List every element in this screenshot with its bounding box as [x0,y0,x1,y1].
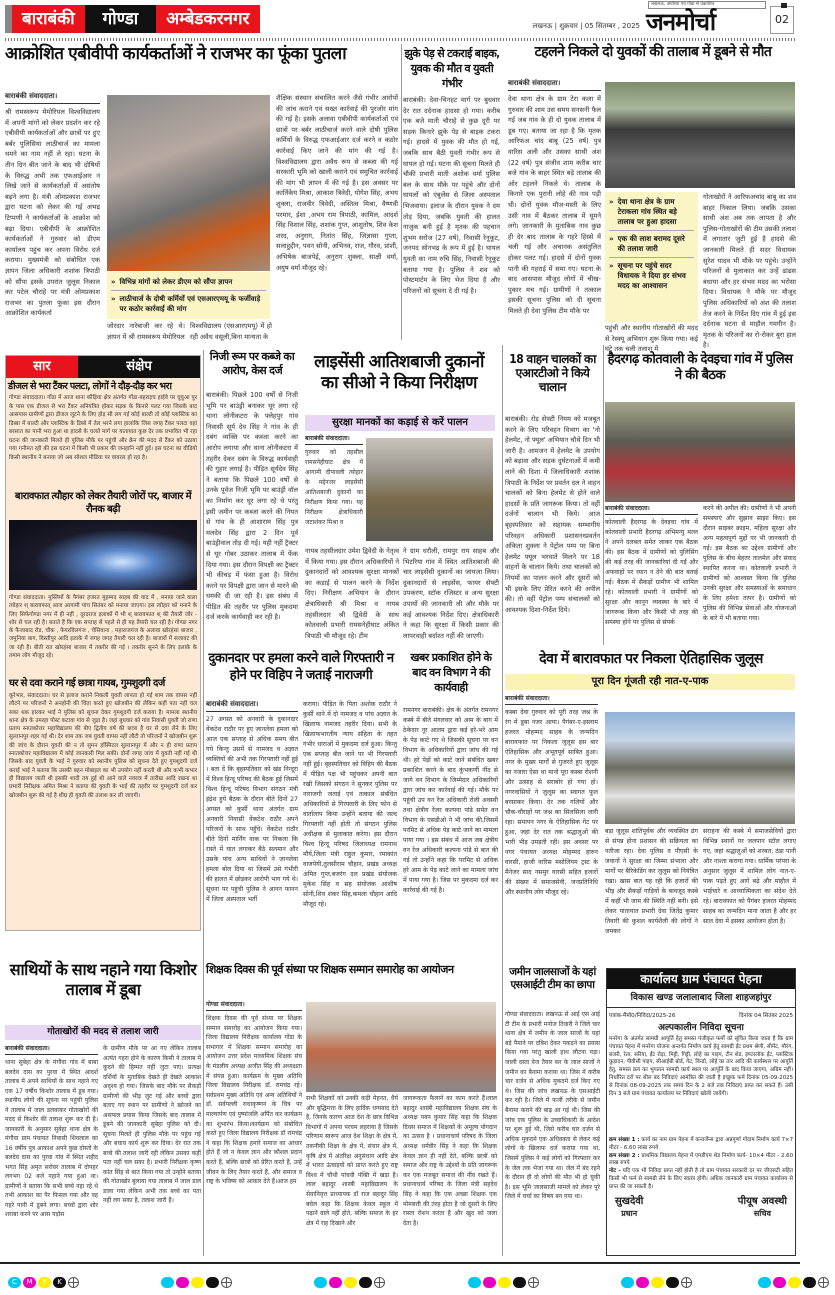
registration-mark-icon [681,1277,692,1288]
masthead-logo: जनमोर्चा [646,8,716,36]
callout-abvp [107,272,270,319]
article-body: नायब तहसीलदार उमेश द्विवेदी के नेतृत्व में किया गया। इस दौरान अधिकारियों ने दुकानदारों को आवश्यक सुरक्षा मानकों का कड़ाई से पालन करने के निर्देश दिए। निरीक्षण अभियान के दौरान क्षेत्राधिकारी श्री मिश्रा व नायब तहसीलदार श्री द्विवेदी के साथ कोतवाली प्रभारी रामसनेहीघाट अंकित त्रिपाठी भी मौजूद रहे। टीम [305,547,399,640]
callout-item: » सूचना पर पहुंचे सदर विधायक ने दिया हर संभव मदद का आश्वासन [609,261,686,290]
headline-sit: जमीन जालसाजों के यहां एसआईटी टीम का छापा [509,966,596,991]
registration-mark-icon [528,1277,539,1288]
article-body: विश्वविद्यालय (एसआरएमयू) में हो रही अवैध वसूली,बिना मान्यता के [190,322,272,341]
article-pond [508,79,601,342]
photo-procession-trucks [605,712,795,824]
photo-police-meeting [605,402,795,502]
article-body: सभी शिक्षकों को उनकी कड़ी मेहनत, धैर्य और बुद्धिमत्ता के लिए हार्दिक धन्यवाद देते हैं, जिनके कारण आज देश के छात्र विभिन्न विभागों में अपना परचम लहराया है जिसके परिणाम स्वरूप आज देश शिक्षा के क्षेत्र में, तकनीकी शिक्षा के क्षेत्र में, संचार क्षेत्र में, कृषि क्षेत्र में अंतरिक्ष अनुसंधान आदि क्षेत्र में भारत ऊंचाइयों को प्राप्त करते हुए राष्ट्र विश्व में चौथी पांचवी पंक्ति में खड़ा है। लाल बहादुर शास्त्री महाविद्यालय के सेवानिवृत्त प्राध्यापक डॉ राज बहादुर सिंह बघेल कहा कि शिक्षक केवल स्कूल में पढ़ाने वाले नहीं होते, बल्कि समाज के हर क्षेत्र में राह दिखाने और [306,1095,398,1227]
header-divider [5,38,795,41]
tender-heading: अल्पकालीन निविदा सूचना [658,1023,744,1033]
tender-note: नोट - यदि एक भी निविदा प्राप्त नहीं होती है तो ग्राम पंचायत सरकारी दर पर जीएसटी सहित किसी भी फर्म से सामग्री लेने के लिए स्वतंत्र होगी। अधिक जानकारी ग्राम पंचायत कार्यालय से प्राप्त की जा सकती है। [609,1168,793,1190]
photo-crowd-at-pond [605,82,795,188]
tender-notice [606,968,796,1256]
article-body: बाराबंकी। पिछले 100 वर्षों से निजी भूमि पर बाउंड्री बनाकर घूर लगा रहे थाना लोनीकटरा के फ्लेहपुर गांव निवासी सूर्य देव सिंह ने गांव के ही दबंग व्यक्ति पर कब्जा करने का आरोप लगाया और थाना लोनीकटरा में तहरीर देकर दबंग के विरुद्ध कार्यवाही की गुहार लगाई है। पीड़ित सूर्यदेव सिंह ने बताया कि पिछले 100 वर्षों से उनके पूर्वज निजी भूमि पर बाउंड्री वॉल का निर्माण कर घूर लगा रहे थे परंतु इसी जमीन पर कब्जा करने की नियत से गांव के ही आशाराम सिंह पुत्र मलदेव सिंह द्वारा 2 दिन पूर्व बाउंड्रीवाल तोड़ दी गई। यही नहीं ट्रैक्टर से घूर गोबर उठाकर तालाब में फेंक दिया गया। इस दौरान विपक्षी का ट्रैक्टर भी कीचड़ में फंसा हुआ है। विरोध करने पर विपक्षी द्वारा जान से मारने की धमकी दी जा रही है। इस संबंध में पीड़ित की तहरीर पर पुलिस मुकदमा दर्ज करके कार्यवाही कर रही है। [206,391,298,622]
article-body: जोरदार नारेबाजी कर रहे थे।ज्ञापन में श्री रामस्वरूप मेमोरियल [107,322,185,341]
byline: बाराबंकी संवाददाता। [206,700,298,712]
section-tab-barabanki[interactable]: बाराबंकी [12,5,85,33]
headline-forest: खबर प्रकाशित होने के बाद वन विभाग ने की कार्यवाही [410,651,492,694]
byline: बाराबंकी संवाददाता। [605,504,698,515]
magenta-swatch [636,1277,649,1288]
headline-procession: देवा में बारावफात पर निकला ऐतिहासिक जुलूस [539,651,763,667]
headline-land: निजी रूम पर कब्जे का आरोप, केस दर्ज [209,350,295,377]
tender-subtitle: विकास खण्ड जलालाबाद जिला शाहजहांपुर [607,989,795,1008]
double-chevron-right-icon: » [111,295,116,303]
callout-item: » एक की लाश बरामद दूसरे की तलाश जारी [609,231,694,258]
article-body: के ग्रामीण मौके पर आ गए लेकिन तालाब अत्यंत गहरा होने के कारण किसी ने तालाब में कूदने की हिम्मत नहीं जुटा पाए। प्रत्यक्ष दर्शियों के मुताबिक देखते ही देखते आकाश अदृश्य हो गया। जिसके बाद मौके पर सैकड़ों ग्रामीणों की भीड़ जुट गई और बच्चों द्वारा बताए गए स्थान पर ग्रामीणों ने खोजने का असफल प्रयास किया जिसके बाद तालाब में डूबने की जानकारी सुबेहा पुलिस को दी। सूचना मिलते ही पुलिस मौके पर पहुंच गई और बचाव कार्य शुरू कर दिया। देर रात तक बच्चे की तलाश जारी रही लेकिन उसका कहीं पता नहीं चल सका है। प्रभारी निरीक्षक कृष्ण कांत सिंह से बात किया गया तो उन्होंने बताया की गोताखोर बुलाया गया तालाब में जाल डाल डाला गया लेकिन अभी तक बच्चे का पता नहीं लग सका है, तलाश जारी है। [103,1045,201,1204]
headline-teacher: शिक्षक दिवस की पूर्व संध्या पर शिक्षक सम्मान समारोह का आयोजन [206,963,454,976]
color-registration-bar [0,1262,800,1295]
headline-meeting: हैदरगढ़ कोतवाली के देवइचा गांव में पुलिस ने की बैठक [607,352,793,383]
column-rule [203,350,204,1256]
cyan-swatch [314,1277,327,1288]
article-body: गोण्डा संवाददाता। लखनऊ से आई एस आई टी टीम के प्रभारी मनोज तिवारी ने जिले चार थाना क्षेत्र में जमीन के जाल साजों के यहां बड़े पैमाने पर दबिश देकर पकड़ने का प्रयास किया गया परंतु खाली हाथ लौटना पड़ा। जाली दस्ता वेज तैयार कर के जाल साजों ने जमीन का बैनामा कराया था। जिस में करीब चार दर्जन से अधिक मुकदमे दर्ज किए गए थे। जिस की जांच लखनऊ के एसआईटी कर रही है। जिले में फर्जी तरीके से जमीन बैनामा कराने की बाढ़ आ गई थी। जिस की जांच एक पुलिस के उच्चाधिकारी के आदेश पर शुरू हुई थी, जिसे करीब चार दर्जन से अधिक मुकदमे एक अधिवक्ता से लेकर कई लोगों के खिलाफ दर्ज कराया गया था, जिसमें पुलिस ने कई लोगों को गिरफ्तार कर के जेल तक भेजा गया था। जेल में बंद रहने के दौरान ही दो लोगों की मौत भी हो चुकी है। इस भूमि जालसाजी मामले को लेकर पूरे जिले में चर्चा का विषय बन गया था। [505,1011,600,1201]
double-chevron-right-icon: » [609,234,614,243]
article-body: बड़ा जुलूस शांतिपूर्वक और व्यवस्थित ढंग से संपन्न होना प्रशासन की सक्रियता का नतीजा रहा। देवा पुलिस व पीएसी के जवानों ने सुरक्षा का जिम्मा संभाला और मार्गों पर बैरिकेडिंग कर जुलूस को नियंत्रित रखा। खास बात यह रही कि हजारों की भीड़ और सैकड़ों गाड़ियों के बावजूद कस्बे में कहीं भी जाम की स्थिति नहीं बनी। इसे लेकर यातायात प्रभारी देवा जितेंद्र कुमार तिवारी की कुशल कार्यशैली की लोगों ने जमकर [605,828,698,935]
tab-edge [5,5,12,33]
byline: बाराबंकी संवाददाता। [5,92,100,104]
cyan-swatch: C [8,1277,21,1288]
article-drowning [5,1044,98,1258]
cyan-swatch [161,1277,174,1288]
article-body: करने की अपील की। ग्रामीणों ने भी अपनी समस्याएं और सुझाव साझा किए। इस दौरान साइबर क्राइम, महिला सुरक्षा और अन्य महत्वपूर्ण मुद्दों पर भी जानकारी दी गई। इस बैठक का उद्देश्य ग्रामीणों और पुलिस के बीच बेहतर तालमेल और संवाद स्थापित करना था। कोतवाली प्रभारी ने ग्रामीणों को आश्वस्त किया कि पुलिस उनकी सुरक्षा और समस्याओं के समाधान के लिए हमेशा तत्पर है। ग्रामीणों को पुलिस की विभिन्न सेवाओं और योजनाओं के बारे में भी बताया गया। [703,505,796,622]
sar-sankshep-box [5,355,201,931]
subheadline-fireworks: सुरक्षा मानकों का कड़ाई से करें पालन [305,415,495,431]
article-body: कस्बा देवा गुरुवार को पूरी तरह जश्न के रंग में डूबा नजर आया। पैगंबर-ए-इस्लाम हजरत मोहम्मद साहब के जन्मदिन बारावफात पर निकला जुलूस इस बार ऐतिहासिक और अभूतपूर्व साबित हुआ। नगर के मुख्य मार्गों से गुजरते हुए जुलूस का नजारा ऐसा था मानो पूरा कस्बा रोशनी और उत्साह से सराबोर हो गया हो। नगरवासियों ने जुलूस का स्वागत फूल बरसाकर किया। देर तक गलियों और चौक-चौराहों पर जश्न का सिलसिला जारी रहा। समापन नगर के ऐतिहासिक गेट पर हुआ, जहां देर रात तक श्रद्धालुओं की भारी भीड़ उमड़ती रही। इस अवसर पर नगर पंचायत अध्यक्ष मोहम्मद हारुन वारसी, हाजी वारिस मसोलियम ट्रस्ट के मैनेजर साद नसमुर वारसी सहित हजारों की संख्या में समाजसेवी, जनप्रतिनिधि और स्थानीय लोग मौजूद रहे। [505,709,598,896]
black-swatch [803,1277,816,1288]
page-number: 02 [775,13,789,26]
subheadline-procession: पूरा दिन गूंजती रही नात-ए-पाक [505,674,795,690]
photo-teacher-felicitation [306,1002,496,1092]
article-body: रामनगर बाराबंकी। क्षेत्र के अंतर्गत रामनगर कस्बे में बीते मंगलवार को आम के बाग में ठेकेदार नूर आलम द्वारा कई हरे-भरे आम के पेड़ काटे गए थे जिसकी सूचना पर वन विभाग के अधिकारियों द्वारा जांच की गई थी। हरे पेड़ों को काटे जाने संबंधित खबर प्रकाशित करने के बाद कुंभकर्णी नींद से जागे वन विभाग के जिम्मेदार अधिकारियों द्वारा जांच कर कार्रवाई की गई। मौके पर पहुंची उप वन रेंज अधिकारी रोली अवस्थी तथा क्षेत्रीय रेंजर कल्पना पांडे समेत वन विभाग के एसडीओ ने भी जांच की,जिसमें परमिट से अधिक पेड़ काटे जाने का मामला पाया गया । इस संबंध में आज जब क्षेत्रीय वन रेंज अधिकारी कल्पना पांडे से बात की गई तो उन्होंने कहा कि परमिट से अधिक हरे आम के पेड़ काटे जाने का मामला जांच में पाया गया है। जिस पर मुकदमा दर्ज कर कार्रवाई की गई है। [403,707,498,894]
article-body: 27 अगस्त को अनवारी के दुकानदार वेंकटेश राठौर पर हुए जानलेवा हमला को आज एक सप्ताह से अधिक समय बीत गये किन्तु उसमें से नामजद व अज्ञात व्यक्तियों की अभी तक गिरफ्तारी नहीं हुई । बता दें कि बृहस्पतिवार को खंड निन्दूरा में विश्व हिन्दू परिषद की बैठक हुई जिसमें विश्व हिन्दू परिषद विभाग संगठन मंत्री इंद्रेश हुये बैठक के दौरान बीते दिनों 27 अगस्त को कुर्सी थाना अंतर्गत ग्राम अनवारी निवासी वेंकटेश राठौर अपने परिजनों के साथ पहुँचे। वेंकटेश राठौर बीते दिनों मार्निंग वाक पर निकला कि रास्ते में घात लगाकर बैठे सलमान और उसके पांच अन्य साथियों ने जानलेवा हमला बोल दिया था जिसमें उसे गंभीरी की हालत में छोड़कर आरोपी भाग गये थे। सूचना पर पहुंची पुलिस ने आनन फानन में जिला अस्पताल भर्ती [206,716,298,903]
headline-challan: 18 वाहन चालकों का एआरटीओ ने किये चालान [509,352,596,394]
article-body: गुरुवार को तहसील रामसनेहीघाट क्षेत्र में आगामी दीपावली त्योहार के मद्देनजर लाइसेंसी आतिशबाजी दुकानों का निरीक्षण किया गया। यह निरीक्षण क्षेत्राधिकारी जटाशंकर मिश्रा व [305,449,363,526]
photo-decorated-lights [9,520,197,590]
registration-mark-icon [68,1277,79,1288]
cyan-swatch [758,1277,771,1288]
callout-item: » विभिन्न मांगों को लेकर डीएम को सौंपा ज्ञापन [111,274,266,291]
article-body: शिक्षक दिवस की पूर्व संध्या पर शिक्षक सम्मान समारोह का आयोजन किया गया। जिला विद्यालय निरीक्षक कार्यालय गोंडा के सभागार में शिक्षक सम्मान समारोह का आयोजन उत्तर प्रदेश माध्यमिक शिक्षक संघ के मंडलीय अध्यक्ष अजीत सिंह की अध्यक्षता में संपन्न हुआ। कार्यक्रम के मुख्य अतिथि जिला विद्यालय निरीक्षक डॉ. रामचंद्र रहे। सर्वप्रथम मुख्य अतिथि एवं अन्य अतिथियों ने डॉ. सर्वपल्ली राधाकृष्णन के चित्र पर माल्यार्पण एवं पुष्पांजलि अर्पित कर कार्यक्रम का शुभारंभ किया।कार्यक्रम को संबोधित करते हुए जिला विद्यालय निरीक्षक डॉ रामचंद्र ने कहा कि शिक्षक हमारे समाज का आधार होते हैं जो न केवल ज्ञान और कौशल प्रदान करते हैं, बल्कि छात्रों को प्रेरित करते हैं, उन्हें जीवन के लिए तैयार करते हैं, और समाज व राष्ट्र के भविष्य को आकार देते हैं।आज हम [206,1015,302,1186]
article-abvp [5,92,100,339]
sankshep-label: संक्षेप [78,356,200,378]
article-body: देवा थाना क्षेत्र के ग्राम टेरा कला में गुरुवार की शाम उस समय सनसनी फैल गई जब गांव के ही दो युवक तालाब में डूब गए। बताया जा रहा है कि मृतक आरिफअ चांद बाबू (25 वर्ष) पुत्र वारिस अली और उसका साथी अंश (22 वर्ष) पुत्र संजीव शाम करीब चार बजे गांव के बाहर स्थित बड़े तालाब की ओर टहलने निकले थे। तालाब के किनारे एक पुरानी लोहे की नाव पड़ी थी। दोनों युवक मौज-मस्ती के लिए उसी नाव में बैठकर तालाब में घूमने लगे। जानकारी के मुताबिक नाव कुछ ही देर बाद तालाब के गहरे हिस्से में चली गई और अचानक असंतुलित होकर पलट गई। हादसे में दोनों युवक पानी की गहराई में समा गए। घटना के बाद आसपास मौजूद लोगों में चीख-पुकार मच गई। ग्रामीणों ने तत्काल इसकी सूचना पुलिस को दी सूचना मिलते ही देवा पुलिस टीम मौके पर [508,95,601,315]
headline-abvp: आक्रोशित एबीवीपी कार्यकर्ताओं ने राजभर का फूंका पुतला [5,44,347,64]
article-body: गोण्डा संवाददाता। गोंडा में आज थाना कौड़िया क्षेत्र अंतर्गत गोंडा-बहराइच हाईवे पर घुघुआ पुर के पास एक डीजल से भरा टैंकर अनियंत्रित होकर सड़क के किनारे पलट गया जिसके बाद आसपास ग्रामीणों द्वारा डीजल लूटने के लिए होड़ सी लग गई कोई बाल्टी तो कोई प्लास्टिक का डिब्बा में बाल्टी और प्लास्टिक के डिब्बे में तेल भरने लगा हालांकि जिस जगह टैंकर पलटा वहां बरसात का पानी भरा हुआ था हादसे के चलते मार्ग पर यातायात कुछ देर तक प्रभावित भी रहा घटना की जानकारी मिलते ही पुलिस मौके पर पहुंची और क्रेन की मदद से टैंकर को उठाया गया गनीमत रही की इस घटना में किसी भी प्रकार की जनहानि नहीं हुई। इस घटना का वीडियो किसी स्थानीय ने बनाया जो अब सोशल मीडिया पर वायरल हो रहा है। [9,395,197,461]
article-body: कोतवाली हैदरगढ़ के देवइचा गांव में कोतवाली प्रभारी हैदरगढ़ अभिमन्यु मल्ल ने अपने दलबल समेत जाकर एक बैठक की। इस बैठक में ग्रामीणों को पुलिसिंग की कई तरह की जानकारियां दी गईं और अफवाहों पर ध्यान न देने की बात बताई गई। बैठक में सैकड़ों ग्रामीण भी शामिल रहे। कोतवाली प्रभारी ने ग्रामीणों को सुरक्षा और कानून व्यवस्था के बारे में जागरूक किया और किसी भी तरह की समस्या होने पर पुलिस से संपर्क [605,519,698,626]
article-body: गोण्डा संवाददाता। मुस्लिमों के पैगंबर हजरत मुहम्मद साहब की याद में , मनाया जाने वाला त्योहार श् बारावफात् आज आगामी पांच सितंबर को मनाया जाएगा। इस त्योहार को मनाने के लिए सिर्फगोण्डा नगर में ही नहीं , दूरदराज इलाकों में भी श् बारावफात श् की तैयारी जोर - शोर से चल रही है। बताते हैं कि एक सप्ताह से पहले से ही यह तैयारी चल रही है। गोण्डा नगर के फैजाबाद रोड, चौक , फेयरविलगंज , चेसिवाना , महाराजगंज के अलावा खोरहंसा बाजार , जमुनिया बाग, विस्तीपुर आदि इलाके में जगह जगह तैयारी चल रही है। बाजारों में सजावट की जा रही है। बीती रात खोरहंसा बाजार में तकरीर की गई । तकरीर सुनने के लिए इलाके के तमाम लोग मौजूद रहे। [9,595,197,660]
double-chevron-right-icon: » [111,278,116,286]
article-body: श्री रामस्वरूप मेमोरियल विश्वविद्यालय में अपनी मांगों को लेकर प्रदर्शन कर रहे एबीवीपी कार्यकर्ताओं और छात्रों पर हुए बर्बर पुलिसिया लाठीचार्ज का मामला थमने का नाम नहीं ले रहा। घटना के तीन दिन बीत जाने के बाद भी दोषियों के विरुद्ध अभी तक एफआईआर न लिखे जाने से कार्यकर्ताओं में असंतोष बढ़ने लगा है। मंत्री ओमप्रकाश राजभर द्वारा घटना को लेकर की गई अभद्र टिप्पणी ने कार्यकर्ताओं के आक्रोश को बढ़ा दिया। एबीवीपी के आक्रोशित कार्यकर्ताओं ने गुरुवार को डीएम कार्यालय पहुंच कर अपना विरोध दर्ज कराया। मुख्यमंत्री को संबोधित एक ज्ञापन जिला अधिकारी शशांक त्रिपाठी को सौंपा इसके उपरांत जुलूस निकाल कर पटेल चौराहे पर मंत्री ओमप्रकाश राजभर का पुतला फूंका इस दौरान आक्रोशित कार्यकर्ता [5,108,100,318]
dateline: लखनऊ | शुक्रवार | 05 सितम्बर , 2025 [532,22,640,30]
tender-body: मनरेगा के अंतर्गत सामग्री आपूर्ति हेतु समस्त पंजीकृत फर्मों को सूचित किया जाता है कि ग्राम पंचायत पेहना में मनरेगा योजना अन्तर्गत निर्माण कार्य हेतु सामग्री ईंट प्रथम श्रेणी, सीमेंट, मौरंग, बजरी, रेता, सरिया, ईंट रोड़ा, मिट्टी, गिट्टी, लोहे का पाइप, टीन शेड, इण्टरलॉक ईंट, प्लास्टिक कुड़ादन, पीवीसी पाइप, सीआईबी बोर्ड, गेट, विन्डो, लोहे का तार आदि की कार्यस्थल पर आपूर्ति हेतु, समस्त क्रय का भुगतान सामग्री कार्य स्थल पर आपूर्ति के बाद किया जाएगा, अग्रिम नहीं। निर्धारित दरों पर सील बंद निविदाएं आमंत्रित की जाती है इच्छुक फर्म दिनांक 05-09-2025 से दिनांक 08-09-2025 तक समय दिन के 2 बजे तक निविदाएं प्राप्त कर सकते हैं। उसी दिन 3 बजे ग्राम पंचायत कार्यालय पर निविदाएं खोली जायेंगी। [609,1036,793,1097]
section-tabs [5,5,260,33]
signature-sachiv: पीयूष अवस्थी सचिव [737,1195,787,1218]
double-chevron-right-icon: » [609,197,614,206]
column-rule [401,44,402,340]
double-chevron-right-icon: » [609,261,614,270]
headline-vhp: दुकानदार पर हमला करने वाले गिरफ्तारी न होने पर विहिप ने जताई नाराजगी [208,651,394,683]
black-swatch: K [53,1277,66,1288]
magenta-swatch [773,1277,786,1288]
tender-item-1: क्रम संख्या 1 : कार्य का नाम ग्राम पेहना में कन्वर्जेन्स द्वारा अन्नपूर्णा गोदाम निर्माण कार्य 7×7 मीटर - 6.60 लाख रुपये [609,1137,794,1151]
article-procession [505,694,598,928]
byline: बाराबंकी संवाददाता। [305,434,363,445]
yellow-swatch: Y [38,1277,51,1288]
section-tab-gonda[interactable]: गोण्डा [85,5,157,33]
magenta-swatch [176,1277,189,1288]
yellow-swatch [498,1277,511,1288]
yellow-swatch [191,1277,204,1288]
photo-effigy-burning [107,95,270,271]
article-body: पहुंची और स्थानीय गोताखोरों की मदद से रेस्क्यू अभियान शुरू किया गया। कई घंटे तक चली तलाश में [605,324,698,354]
article-body: जागरूकता फैलाने का काम करते हैं।लाल बहादुर शास्त्री महाविद्यालय शिक्षक संघ के अध्यक्ष पवन कुमार सिंह कहा कि शिक्षक दिवस समाज में शिक्षकों के अमूल्य योगदान का उत्सव है । प्रधानाचार्य परिषद के जिला अध्यक्ष धर्मवीर सिंह ने कहा कि शिक्षक केवल ज्ञान ही नहीं देते, बल्कि छात्रों को समाज और राष्ट्र के उद्देश्यों के प्रति जागरूक कर एक मजबूत समाज की नींव रखते हैं। प्रधानाचार्य परिषद के जिला मंत्री सहदेव सिंह ने कहा कि एक अच्छा शिक्षक एक मोमबत्ती की तरह होता है जो दूसरों के लिए रास्ता रोशन करता है और खुद को जला देता है। [403,1095,497,1227]
article-body: कराया। पीड़ित के पिता अशोक राठौर ने कुर्सी थाने में दो नामजद व पांच अज्ञात के खिलाफ नामजद तहरीर दिया। सभी के खिलाफभारतीय न्याय संहिता के तहत गंभीर धाराओं में मुकदमा दर्ज हुआ। किन्तु एक सप्ताह बीत जाने पर भी गिरफ्तारी नहीं हुई। बृहस्पतिवार को विहिप की बैठक में पीड़ित पक्ष भी पहुंचकर अपनी बात रखी जिसको संगठन ने सुनकर पुलिस पर नाराजगी जताई एवं तत्काल संबंधित अधिकारियों से गिरफ्तारी के लिए फोन से वार्तालाप किया उन्होंने बताया की जल्द गिरफ्तारी नहीं होती तो संगठन पुलिस अधीक्षक से मुलाकात करेगा। इस दौरान विश्व हिन्दू परिषद जिलाध्यक्ष रामनाथ मौर्य,जिला मंत्री राहुल कुमार, रमाकांत वाजपेयी,तुलसीराम चौहान, प्रखंड अध्यक्ष अमित गुप्त,बजरंग दल प्रखंड संयोजक मुकेश सिंह व सह संयोजक आशीष सोनी,शिव शंकर सिंह,कमला चौहान आदि मौजूद रहे। [303,701,397,908]
magenta-swatch [483,1277,496,1288]
photo-fireworks-inspection [366,438,493,541]
registration-mark-icon [374,1277,385,1288]
tender-ref-row [607,1008,795,1022]
black-swatch [206,1277,219,1288]
headline-missing-student: घर से दवा कराने गई छात्रा गायब, गुमशुदगी दर्ज [9,678,165,689]
headline-fireworks: लाइसेंसी आतिशबाजी दुकानों का सीओ ने किया निरीक्षण [314,352,484,393]
headline-tanker: डीजल से भरा टैंकर पलटा, लोगों ने दौड़-दौड़ कर भरा [8,381,172,392]
callout-item: » लाठीचार्ज के दोषी कर्मियों एवं एसआरएमयू के फर्जीवाड़े पर कठोर कार्रवाई की मांग [111,295,261,313]
article-meeting [605,504,698,638]
article-body: शैक्षिक संस्थान संचालित करने जैसे गंभीर आरोपों की जांच कराने एवं सख्त कार्रवाई की पुरजोर मांग की गई है। इसके अलावा एबीवीपी कार्यकर्ताओं एवं छात्रों पर बर्बर लाठीचार्ज करने वाले दोषी पुलिस कर्मियों के विरुद्ध एफआईआर दर्ज करने व कठोर कार्रवाई किए जाने की मांग की गई है। विश्वविद्यालय द्वारा अवैध रूप से कब्जा की गई सरकारी भूमि को खाली कराने एवं समुचित कार्रवाई की मांग भी ज्ञापन में की गई है। इस अवसर पर कार्तिकेय मिश्रा, आकाश त्रिवेदी, योगेश सिंह, अभय शुक्ला, राजवीर त्रिवेदी, अस्तित्व मिश्रा, वैष्णवी परमार, ईशा ,अभय राम त्रिपाठी, कामिल, आदर्श सिंह विशाल सिंह, शशांक गुप्त, आशुतोष, शिव केश शरद, अनुराग, नितांत सिंह, जिज्ञासा गुप्ता, सलाहुद्दीन, पवन सोनी, अभिनव, राज, गौरव, प्रांशी, अभिषेक बाजपेई, अनुराग शुक्ला, साक्षी वर्मा, अयुष वर्मा मौजूद रहे। [276,94,398,272]
article-body: थाना सुबेहा क्षेत्र के मंगौवा गांव में बाबा बलदेव दास का पुरवा में स्थित आदर्श तालाब में अपने साथियों के साथ नहाने गए एक 17 वर्षीय किशोर तालाब में डूब गया। स्थानीय लोगों की सूचना पर पहुंची पुलिस ने तालाब में जाल डलवाकर गोताखोरों की मदद से किशोर की तलाश शुरू कर दी है। जानकारी के अनुसार सुबेहा थाना क्षेत्र के मंगौवा ग्राम पंचायत निवासी शिवलाल का 16 वर्षीय पुत्र आकाश अपने कुछ दोस्तों के बलदेव दास का पुरवा गांव में स्थित शहीद भगत सिंह अमृत सरोवर तालाब में दोपहर लगभग 02 बजे नहाने गया हुआ था। ग्रामीणों ने बताया कि सभी बच्चे नहा रहे थे तभी आकाश का पैर फिसल गया और वह गहरे पानी में डूबने लगा। बच्चों द्वारा शोर शराबा करने पर आस पड़ोस [5,1059,98,1218]
article-fireworks [305,434,363,548]
magenta-swatch: M [23,1277,36,1288]
tender-signatures [607,1192,795,1219]
tender-title: कार्यालय ग्राम पंचायत पेहना [607,969,795,989]
registration-mark-icon [221,1277,232,1288]
headline-pond: टहलने निकले दो युवकों की तालाब में डूबने से मौत [534,44,772,60]
article-body: बाराबंकी। रोड़ सेफ्टी नियम को मजबूत करने के लिए परिवहन विभाग का 'नो हेलमेट, नो फ्यूल' अभियान चौथे दिन भी जारी है। आमजन में हेलमेट के उपयोग को बढ़ावा और सड़क दुर्घटनाओं में कमी लाने की दिशा मे जिलाधिकारी शशांक त्रिपाठी के निर्देश पर प्रवर्तन दल ने वाहन चालकों को बिना हेलमेट से होने वाले हादसों के प्रति जागरूक किया। तो वहीं दर्जनों चालान भी किये। आज बृहस्पतिवार को सहायक सम्भागीय परिवहन अधिकारी प्रशासनध्प्रवर्तन अंकिता शुक्ला ने पेट्रोल पम्प पर बिना हेलमेट फ्यूल भरवाते मिलने पर 18 वाहनों के चालान किये। तथा चालकों को नियमों का पालन करने और दूसरों को भी इसके लिए प्रेरित करने की अपील की। तो वहीं पेट्रोल पम्प संचालकों को आवश्यक दिशा-निर्देश दिये। [505,415,600,614]
headline-barawafat: बारावफात त्यौहार को लेकर तैयारी जोरों पर, बाजार में रौनक बढ़ी [14,491,192,515]
callout-item: » देवा थाना क्षेत्र के ग्राम टेराकला गांव स्थित बड़े तालाब पर हुआ हादसा [609,194,694,231]
article-teacher [206,1000,302,1258]
article-body: बाराबंकी। देवा-चिनहट मार्ग पर बुधवार देर रात दर्दनाक हादसा हो गया। करीब एक बजे माती चौराहे से कुछ दूरी पर सड़क किनारे झुके पेड़ से बाइक टकरा गई। हादसे में युवक की मौत हो गई, जबकि साथ बैठी युवती गंभीर रूप से घायल हो गई। घटना की सूचना मिलते ही चौकी प्रभारी माती अशोक वर्मा पुलिस बल के साथ मौके पर पहुंचे और दोनों घायलों को एंबुलेंस से जिला अस्पताल भिजवाया। इलाज के दौरान युवक ने दम तोड़ दिया, जबकि युवती की हालत नाजुक बनी हुई है मृतक की पहचान शुभम सरोज (27 वर्ष), निवासी रेनूकूट, जनपद सोनभद्र के रूप में हुई है। घायल युवती का नाम रुचि सिंह, निवासी रेनूकूट बताया गया है। पुलिस ने शव को पोस्टमार्टम के लिए भेज दिया है और परिजनों को सूचना दे दी गई है। [403,96,500,295]
cyan-swatch [621,1277,634,1288]
column-rule [502,345,503,1256]
sar-label: सार [6,356,78,378]
article-vhp [206,700,298,937]
section-tab-ambedkarnagar[interactable]: अम्बेडकरनगर [156,5,259,33]
tender-ref: पत्रांक-मैमो0/निविदा/2025-26 [609,1013,676,1019]
cyan-swatch [468,1277,481,1288]
byline: बाराबंकी संवाददाता। [5,1044,98,1055]
article-body: कूरेभार, संवाददाता। घर से इलाज कराने निकली युवती लापता हो गई शाम तक वापस नहीं लौटने पर परिजनों ने अनहोनी की चिंता करते हुए खोजबीन की लेकिन कहीं पता नहीं चल सका थक हारकर भाई ने पुलिस को सूचना देकर गुमशुदगी दर्ज कराया है। मामला स्थानीय थाना क्षेत्र के उमरहा पोस्ट कटावा गांव से जुड़ा है। जहां बुधवार को गांव निवासी युवती जो राणा प्रताप स्नातकोत्तर महाविद्यालय की बीए द्वितीय वर्ष की छात्रा है घर से दवा लेने के लिए सुल्तानपुर शहर गई थी। देर शाम तक जब युवती वापस नहीं लौटी तो परिजनों ने खोजबीन शुरू की जांच के दौरान युवती की न तो सुमन हॉस्पिटल सुल्तानपुर में और न ही राणा प्रताप स्नातकोत्तर महाविद्यालय में कोई जानकारी मिल सकी। दोनों जगह जांच में युवती नहीं गई थी जिसके बाद युवती के भाई ने गुरुवार को स्थानीय पुलिस को सूचना देते हुए गुमशुदगी दर्ज कराई भाई ने बताया कि उसकी बहन मोबाइल का भी उपयोग नहीं करती थी और कभी कभार ही विद्यालय जाती थी इसकी शादी तय हुई थी आने वाले नवरात्र में तारीख आदि रखना था प्रभारी निरीक्षक अमित मिश्रा ने बताया की युवती के भाई की तहरीर पर गुमशुदगी दर्ज कर खोजबीन शुरू की गई है शीघ्र ही युवती की तलाश कर ली जाएगी। [9,693,197,799]
black-swatch [359,1277,372,1288]
yellow-swatch [651,1277,664,1288]
tender-date: दिनांक 04 सितंबर 2025 [739,1013,793,1019]
column-rule [603,345,604,645]
callout-pond [605,192,698,322]
article-body: ने ग्राम धरौली, रामपुर राय साहब और भिटरिया गांव में स्थित आतिशबाजी की चार लाइसेंसी दुकानों का जायजा लिया। दुकानदारों से लाइसेंस, फायर सेफ्टी उपकरण, स्टॉक रजिस्टर व अन्य सुरक्षा उपायों की जानकारी ली और मौके पर कई आवश्यक निर्देश दिए। क्षेत्राधिकारी ने कहा कि सुरक्षा में किसी प्रकार की लापरवाही बर्दाश्त नहीं की जाएगी। [403,547,499,640]
registration-mark-icon [818,1277,829,1288]
black-swatch [666,1277,679,1288]
headline-bike: झुके पेड़ से टकराई बाइक, युवक की मौत व युवती गंभीर [404,47,500,90]
article-body: गोताखोरों ने आरिफअचांद बाबू का शव बाहर निकाल लिया। जबकि उसका साथी अंश अब तक लापता है और पुलिस-गोताखोरों की टीम उसकी तलाश में लगातार जुटी हुई है हादसे की जानकारी मिलते ही सदर विधायक सुरेश यादव भी मौके पर पहुंचे। उन्होंने परिजनों से मुलाकात कर उन्हें ढांढस बंधाया और हर संभव मदद का भरोसा दिया। विधायक ने मौके पर मौजूद पुलिस अधिकारियों को अंश की तलाश तेज करने के निर्देश दिए गांव में हुई इस दर्दनाक घटना से माहौल गमगीन है। मृतक के परिजनों का रो-रोकर बुरा हाल है। [703,193,796,350]
page-number-box [770,6,794,34]
byline: गोण्डा संवाददाता। [206,1000,302,1011]
yellow-swatch [788,1277,801,1288]
masthead-tagline: लखनऊ, अयोध्या एवं गोंडा से प्रकाशित [648,1,766,9]
byline: बाराबंकी संवाददाता। [508,79,601,91]
subheadline-drowning: गोताखोरों की मदद से तलाश जारी [5,1025,201,1040]
tender-item-2: क्रम संख्या 2 : प्राथमिक विद्यालय पेहना में एमडीएम शेड निर्माण कार्य- 10×4 मीटर - 2.60 लाख रुपये [609,1152,793,1167]
magenta-swatch [329,1277,342,1288]
byline: बाराबंकी संवाददाता। [505,694,598,705]
black-swatch [513,1277,526,1288]
sar-sankshep-header [6,356,200,378]
headline-drowning: साथियों के साथ नहाने गया किशोर तालाब में डूबा [9,960,197,999]
signature-pradhan: सुखदेवी प्रधान [615,1195,644,1218]
flag-icon [781,3,787,8]
article-body: सराहना की कस्बे में समाजसेवियों द्वारा विभिन्न स्थानों पर जलपान स्टॉल लगाए गए, जहां श्रद्धालुओं को शरबत, ठंडा पानी और नाश्ता कराया गया। धार्मिक परंपरा के अनुसार जुलूस में शामिल लोग नात-ए-पाक पढ़ते हुए आगे बढ़े और माहौल में भाईचारे व आध्यात्मिकता का संदेश देते रहे। बारावफात को पैगंबर हजरत मोहम्मद साहब का जन्मदिन माना जाता है और हर साल देवा में इसका आयोजन होता है। [703,828,796,925]
yellow-swatch [344,1277,357,1288]
